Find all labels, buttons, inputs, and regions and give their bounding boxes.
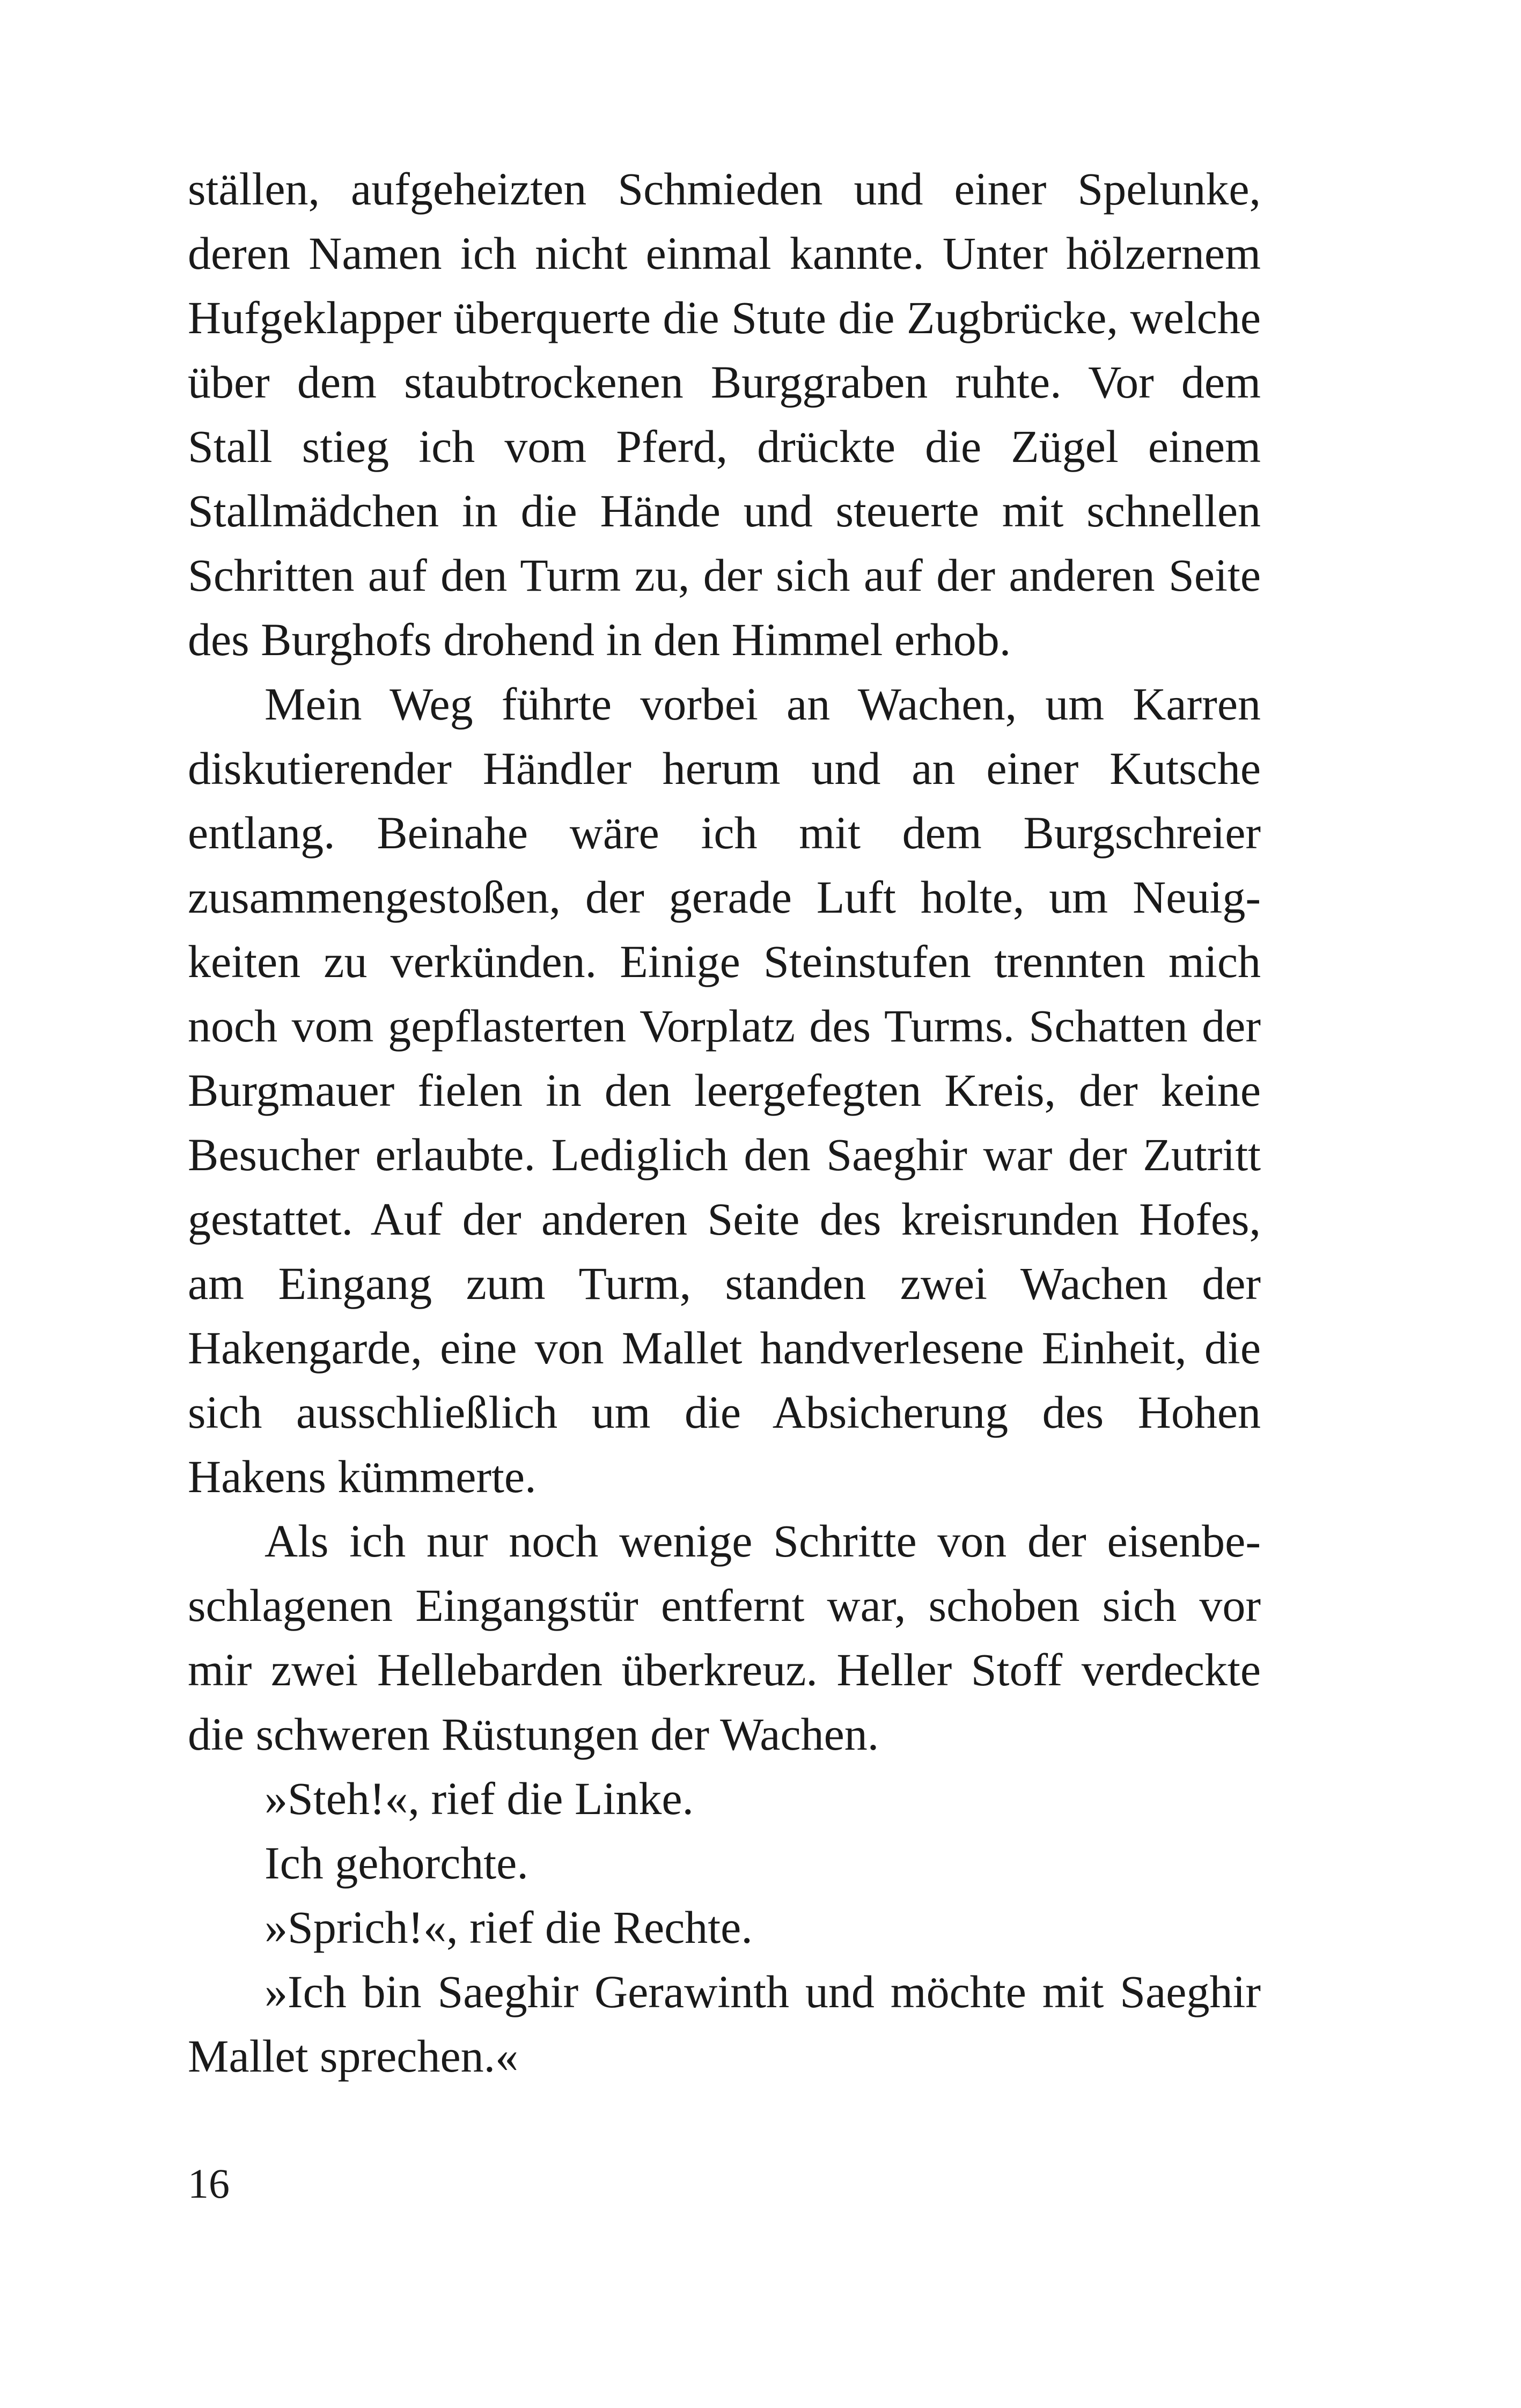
page-number: 16: [188, 2160, 230, 2207]
paragraph: Als ich nur noch wenige Schritte von der eisenbeschlagenen Eingangstür entfernt war, schoben sich vor mir zwei Hellebarden überkreuz. Heller Stoff verdeckte die schweren Rüstungen der Wachen.: [188, 1515, 1261, 1760]
dialogue-line: Ich gehorchte.: [264, 1837, 528, 1889]
body-text: [188, 157, 1261, 2088]
paragraph-continued: ställen, aufgeheizten Schmieden und einer Spelunke, deren Namen ich nicht einmal kannte. Unter hölzernem Hufgeklapper überquerte die Stute die Zugbrücke, welche über dem staubtrockenen Burggraben ruhte. Vor dem Stall stieg ich vom Pferd, drückte die Zügel einem Stallmädchen in die Hände und steuerte mit schnellen Schritten auf den Turm zu, der sich auf der anderen Seite des Burghofs drohend in den Himmel erhob.: [188, 163, 1261, 665]
dialogue-line: »Ich bin Saeghir Gerawinth und möchte mit Saeghir Mallet sprechen.«: [188, 1966, 1261, 2082]
paragraph: Mein Weg führte vorbei an Wachen, um Karren diskutierender Händler herum und an einer Kutsche entlang. Beinahe wäre ich mit dem Burgschreier zusammengestoßen, der gerade Luft holte, um Neuigkeiten zu verkünden. Einige Steinstufen trennten mich noch vom gepflasterten Vorplatz des Turms. Schatten der Burgmauer fielen in den leergefegten Kreis, der keine Besucher erlaubte. Lediglich den Saeghir war der Zutritt gestattet. Auf der anderen Seite des kreisrunden Hofes, am Eingang zum Turm, standen zwei Wachen der Hakengarde, eine von Mallet handverlesene Einheit, die sich ausschließlich um die Absicherung des Hohen Hakens kümmerte.: [188, 678, 1261, 1502]
dialogue-line: »Steh!«, rief die Linke.: [264, 1773, 694, 1824]
dialogue-line: »Sprich!«, rief die Rechte.: [264, 1902, 753, 1953]
